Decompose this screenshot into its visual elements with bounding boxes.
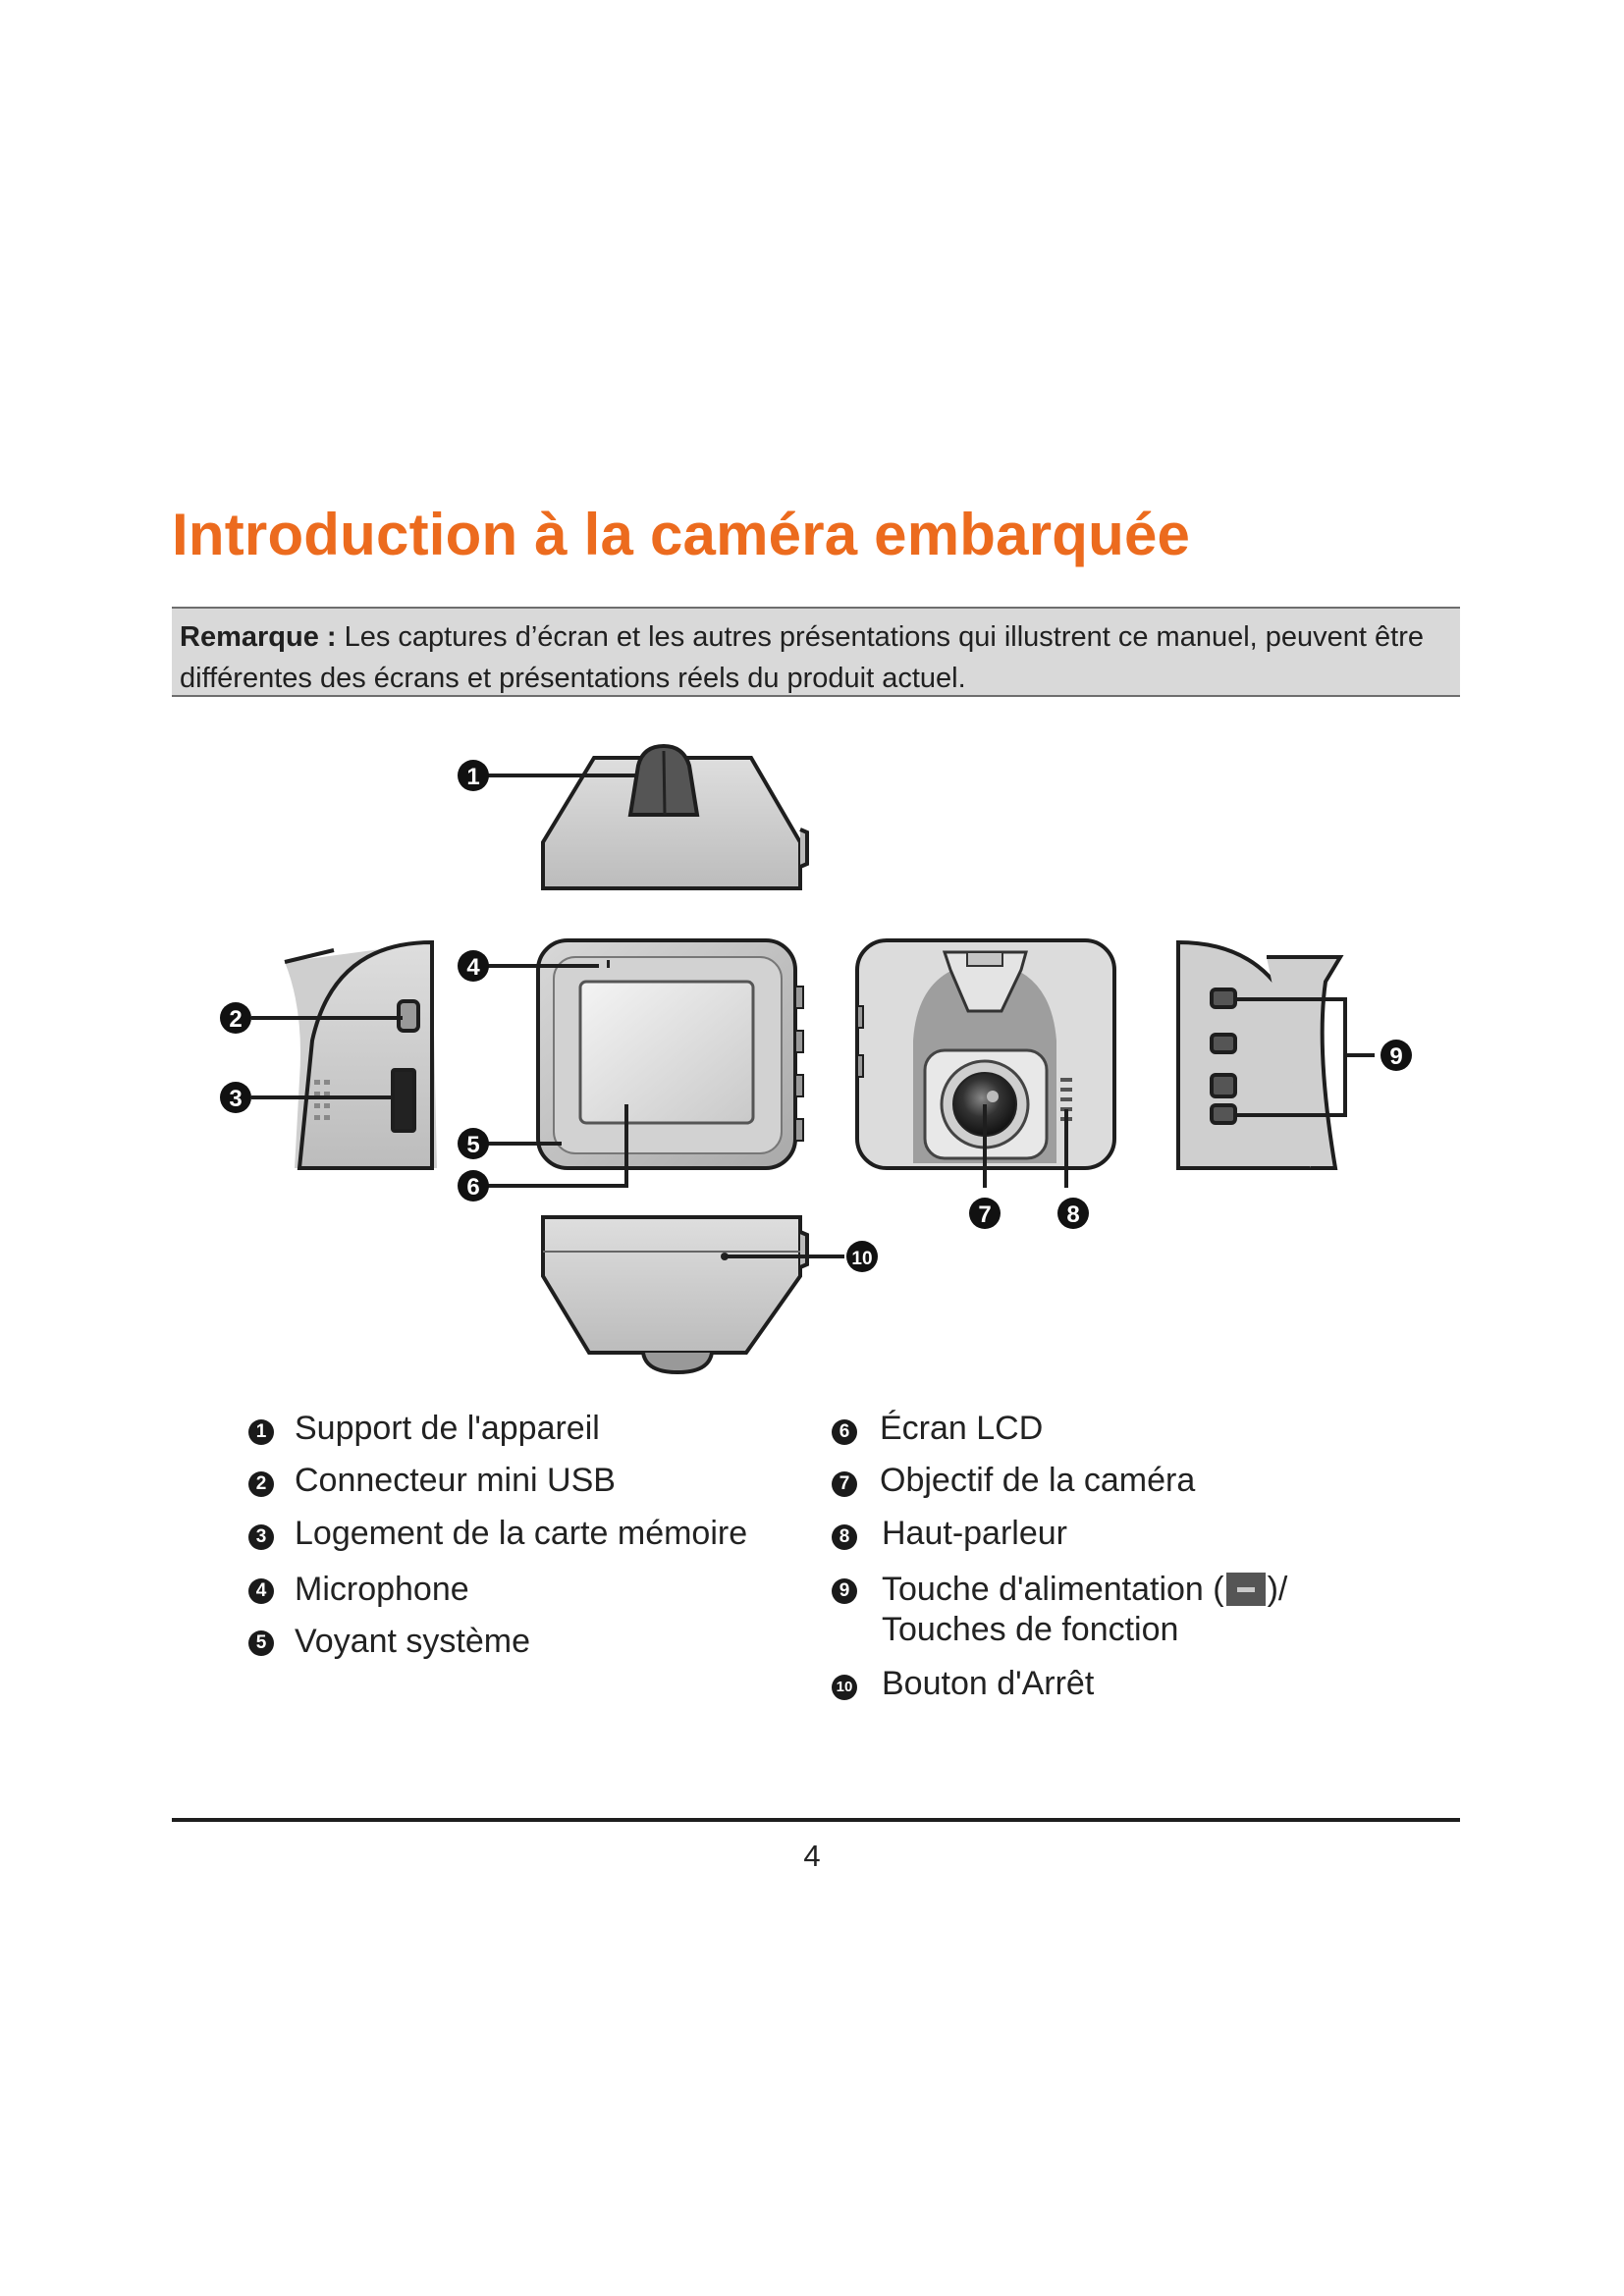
callout-7: 7: [978, 1201, 992, 1228]
legend-label-9c: Touches de fonction: [882, 1611, 1179, 1648]
legend-label-8: Haut-parleur: [882, 1515, 1067, 1552]
legend-num-6: 6: [832, 1419, 857, 1445]
legend-num-7: 7: [832, 1471, 857, 1497]
legend-label-9b: )/: [1267, 1571, 1288, 1608]
legend-label-6: Écran LCD: [880, 1410, 1044, 1447]
power-icon: [1226, 1573, 1266, 1606]
legend-label-10: Bouton d'Arrêt: [882, 1665, 1095, 1702]
legend-label-7: Objectif de la caméra: [880, 1462, 1196, 1499]
legend-label-3: Logement de la carte mémoire: [295, 1515, 748, 1552]
legend-label-4: Microphone: [295, 1571, 469, 1608]
legend-num-2: 2: [248, 1471, 274, 1497]
legend-label-1: Support de l'appareil: [295, 1410, 600, 1447]
footer-rule: [172, 1818, 1460, 1822]
callout-5: 5: [466, 1132, 480, 1158]
legend-num-10: 10: [832, 1675, 857, 1700]
page-number: 4: [803, 1839, 821, 1873]
page-title: Introduction à la caméra embarquée: [172, 502, 1191, 567]
callout-6: 6: [466, 1174, 480, 1201]
note-text: Les captures d’écran et les autres présentations qui illustrent ce manuel, peuvent être différentes des écrans et présentations réels du produit actuel.: [180, 621, 1425, 694]
callout-3: 3: [229, 1086, 243, 1112]
callout-10: 10: [851, 1249, 873, 1269]
legend-label-5: Voyant système: [295, 1623, 531, 1660]
legend-label-9: [882, 1571, 1287, 1609]
callout-9: 9: [1389, 1043, 1403, 1070]
legend-num-4: 4: [248, 1578, 274, 1604]
callout-8: 8: [1066, 1201, 1080, 1228]
legend-label-2: Connecteur mini USB: [295, 1462, 616, 1499]
legend-num-3: 3: [248, 1524, 274, 1550]
legend-num-9: 9: [832, 1578, 857, 1604]
note-label: Remarque :: [180, 621, 337, 653]
legend-num-8: 8: [832, 1524, 857, 1550]
callout-1: 1: [466, 764, 480, 790]
legend-label-9a: Touche d'alimentation (: [882, 1571, 1224, 1608]
callout-2: 2: [229, 1006, 243, 1033]
legend-num-1: 1: [248, 1419, 274, 1445]
legend-num-5: 5: [248, 1630, 274, 1656]
callout-4: 4: [466, 954, 480, 981]
